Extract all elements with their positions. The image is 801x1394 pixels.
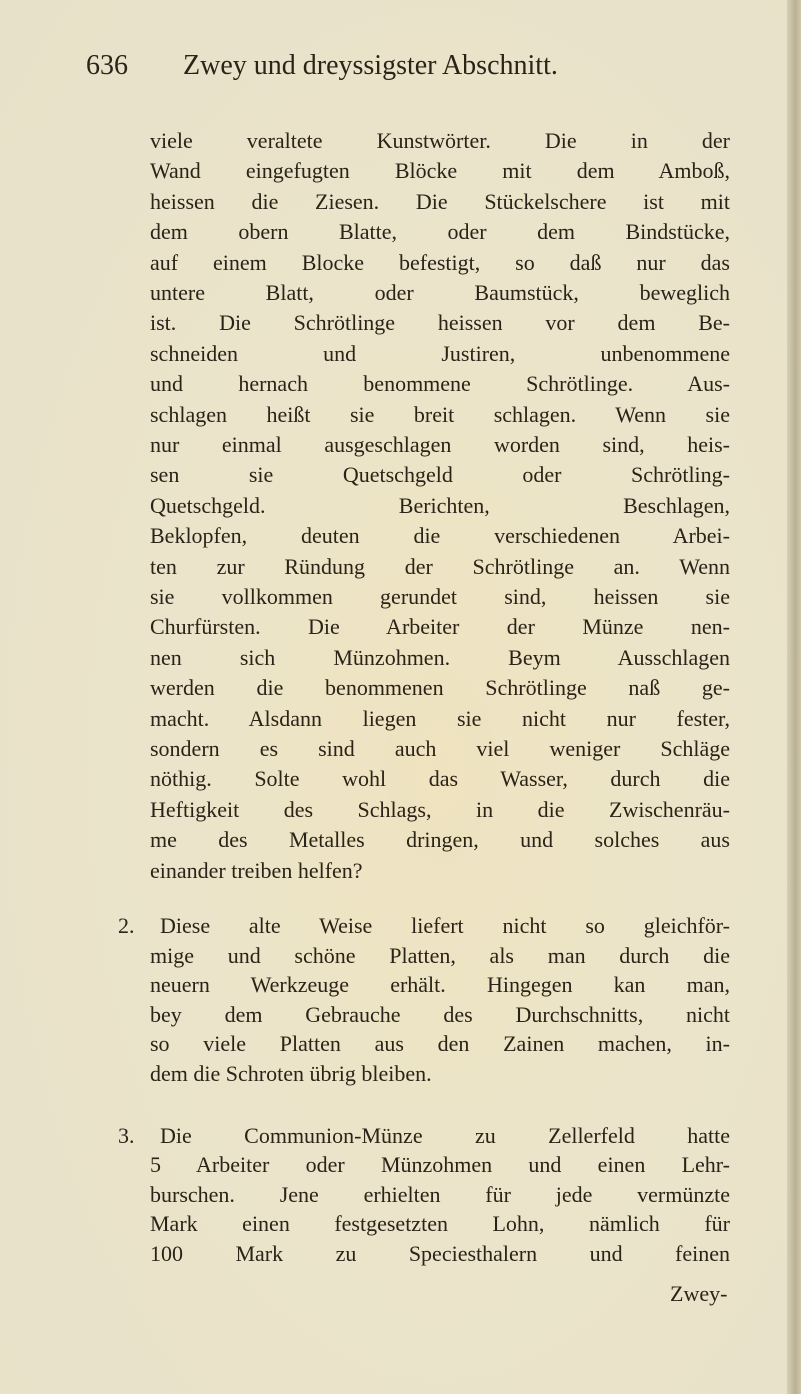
text-line: me des Metalles dringen, und solches aus [150,827,730,853]
text-line: mige und schöne Platten, als man durch die [150,942,730,968]
text-line: auf einem Blocke befestigt, so daß nur das [150,249,730,275]
text-line: werden die benommenen Schrötlinge naß ge- [150,675,730,701]
text-line: Churfürsten. Die Arbeiter der Münze nen- [150,614,730,640]
text-line: viele veraltete Kunstwörter. Die in der [150,128,730,153]
paragraph-number-2: 2. [118,913,135,938]
paragraph-number-3: 3. [118,1123,135,1148]
text-line: heissen die Ziesen. Die Stückelschere ist mit [150,188,730,214]
chapter-title: Zwey und dreyssigster Abschnitt. [183,50,558,81]
text-line: 100 Mark zu Speciesthalern und feinen [150,1240,730,1266]
text-line: bey dem Gebrauche des Durchschnitts, nicht [150,1001,730,1027]
text-line: dem die Schroten übrig bleiben. [150,1061,432,1086]
text-line: untere Blatt, oder Baumstück, beweglich [150,280,730,305]
text-line: nen sich Münzohmen. Beym Ausschlagen [150,644,730,670]
text-line: ist. Die Schrötlinge heissen vor dem Be- [150,310,730,336]
text-line: 5 Arbeiter oder Münzohmen und einen Lehr- [150,1152,730,1178]
text-line: ten zur Ründung der Schrötlinge an. Wenn [150,553,730,579]
text-line: macht. Alsdann liegen sie nicht nur fester, [150,705,730,731]
text-line: dem obern Blatte, oder dem Bindstücke, [150,219,730,245]
text-line: Die Communion-Münze zu Zellerfeld hatte [160,1123,730,1148]
text-line: burschen. Jene erhielten für jede vermünzte [150,1181,730,1207]
text-line: nöthig. Solte wohl das Wasser, durch die [150,766,730,792]
text-line: nur einmal ausgeschlagen worden sind, heis- [150,432,730,457]
text-line: so viele Platten aus den Zainen machen, in- [150,1031,730,1057]
text-line: schneiden und Justiren, unbenommene [150,340,730,366]
text-line: einander treiben helfen? [150,857,363,883]
text-line: und hernach benommene Schrötlinge. Aus- [150,371,730,397]
text-line: schlagen heißt sie breit schlagen. Wenn sie [150,401,730,427]
catchword: Zwey- [670,1281,728,1306]
text-line: Wand eingefugten Blöcke mit dem Amboß, [150,158,730,184]
text-line: Beklopfen, deuten die verschiedenen Arbei- [150,523,730,549]
text-line: sondern es sind auch viel weniger Schläge [150,736,730,761]
text-line: Heftigkeit des Schlags, in die Zwischenräu- [150,796,730,822]
running-header [86,50,686,82]
page-edge [787,0,801,1394]
text-line: neuern Werkzeuge erhält. Hingegen kan man, [150,972,730,998]
text-line: Mark einen festgesetzten Lohn, nämlich für [150,1211,730,1237]
text-line: sen sie Quetschgeld oder Schrötling- [150,462,730,488]
text-line: sie vollkommen gerundet sind, heissen sie [150,584,730,609]
text-line: Diese alte Weise liefert nicht so gleichför- [160,913,730,938]
text-line: Quetschgeld. Berichten, Beschlagen, [150,492,730,518]
page-number: 636 [86,50,128,81]
